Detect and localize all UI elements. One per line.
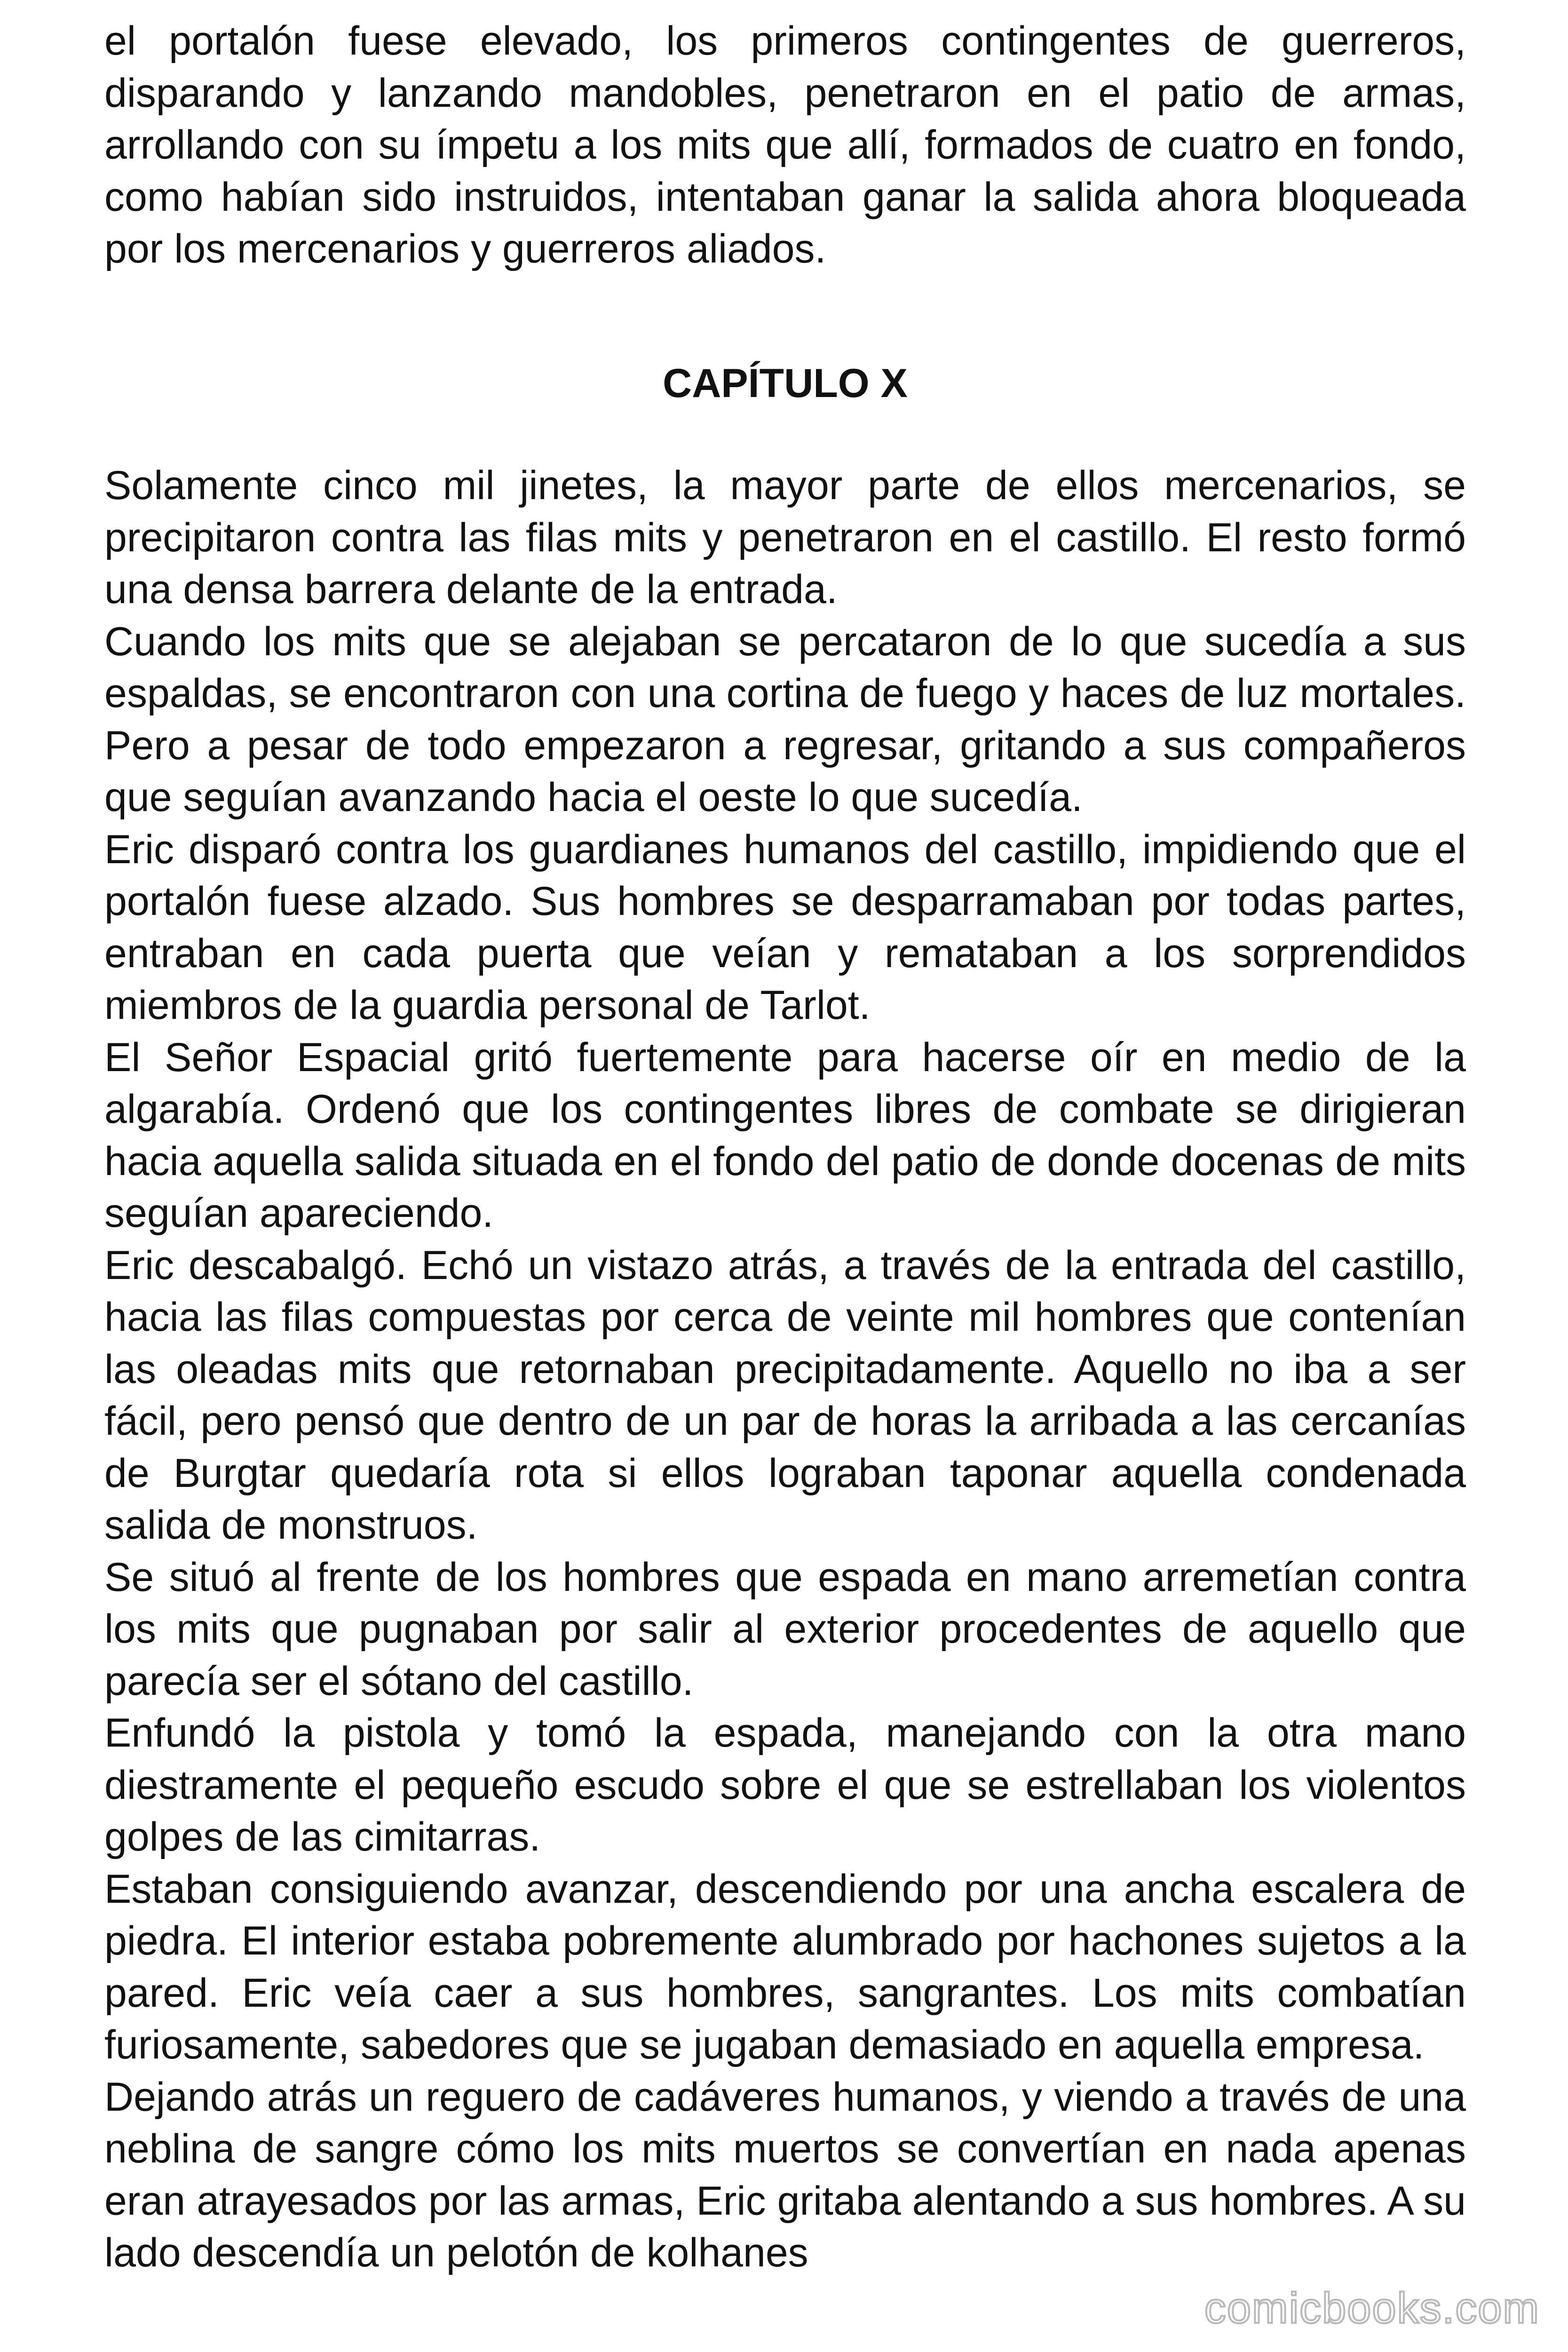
chapter-body <box>104 460 1466 2279</box>
paragraph: Estaban consiguiendo avanzar, descendiendo por una ancha escalera de piedra. El interior estaba pobremente alumbrado por hachones sujetos a la pared. Eric veía caer a sus hombres, sangrantes. Los mits combatían furiosamente, sabedores que se jugaban demasiado en aquella empresa. <box>104 1866 1466 2067</box>
paragraph: Dejando atrás un reguero de cadáveres humanos, y viendo a través de una neblina de sangre cómo los mits muertos se convertían en nada apenas eran atrayesados por las armas, Eric gritaba alentando a sus hombres. A su lado descendía un pelotón de kolhanes <box>104 2074 1466 2275</box>
paragraph: Se situó al frente de los hombres que espada en mano arremetían contra los mits que pugnaban por salir al exterior procedentes de aquello que parecía ser el sótano del castillo. <box>104 1554 1466 1704</box>
paragraph: Cuando los mits que se alejaban se percataron de lo que sucedía a sus espaldas, se encontraron con una cortina de fuego y haces de luz mortales. Pero a pesar de todo empezaron a regresar, gritando a sus compañeros que seguían avanzando hacia el oeste lo que sucedía. <box>104 619 1466 820</box>
chapter-title: CAPÍTULO X <box>663 361 908 406</box>
paragraph: El Señor Espacial gritó fuertemente para hacerse oír en medio de la algarabía. Ordenó que los contingentes libres de combate se dirigieran hacia aquella salida situada en el fondo del patio de donde docenas de mits seguían apareciendo. <box>104 1034 1466 1236</box>
paragraph: Enfundó la pistola y tomó la espada, manejando con la otra mano diestramente el pequeño escudo sobre el que se estrellaban los violentos golpes de las cimitarras. <box>104 1710 1466 1859</box>
paragraph: Eric descabalgó. Echó un vistazo atrás, a través de la entrada del castillo, hacia las filas compuestas por cerca de veinte mil hombres que contenían las oleadas mits que retornaban precipitadamente. Aquello no iba a ser fácil, pero pensó que dentro de un par de horas la arribada a las cercanías de Burgtar quedaría rota si ellos lograban taponar aquella condenada salida de monstruos. <box>104 1242 1466 1548</box>
intro-paragraph: el portalón fuese elevado, los primeros contingentes de guerreros, disparando y lanzando mandobles, penetraron en el patio de armas, arrollando con su ímpetu a los mits que allí, formados de cuatro en fondo, como habían sido instruidos, intentaban ganar la salida ahora bloqueada por los mercenarios y guerreros aliados. <box>104 18 1466 271</box>
intro-paragraph-block <box>104 15 1466 275</box>
paragraph: Eric disparó contra los guardianes humanos del castillo, impidiendo que el portalón fuese alzado. Sus hombres se desparramaban por todas partes, entraban en cada puerta que veían y remataban a los sorprendidos miembros de la guardia personal de Tarlot. <box>104 826 1466 1028</box>
watermark: comicbooks.com <box>1204 2284 1540 2332</box>
paragraph: Solamente cinco mil jinetes, la mayor parte de ellos mercenarios, se precipitaron contra las filas mits y penetraron en el castillo. El resto formó una densa barrera delante de la entrada. <box>104 463 1466 612</box>
